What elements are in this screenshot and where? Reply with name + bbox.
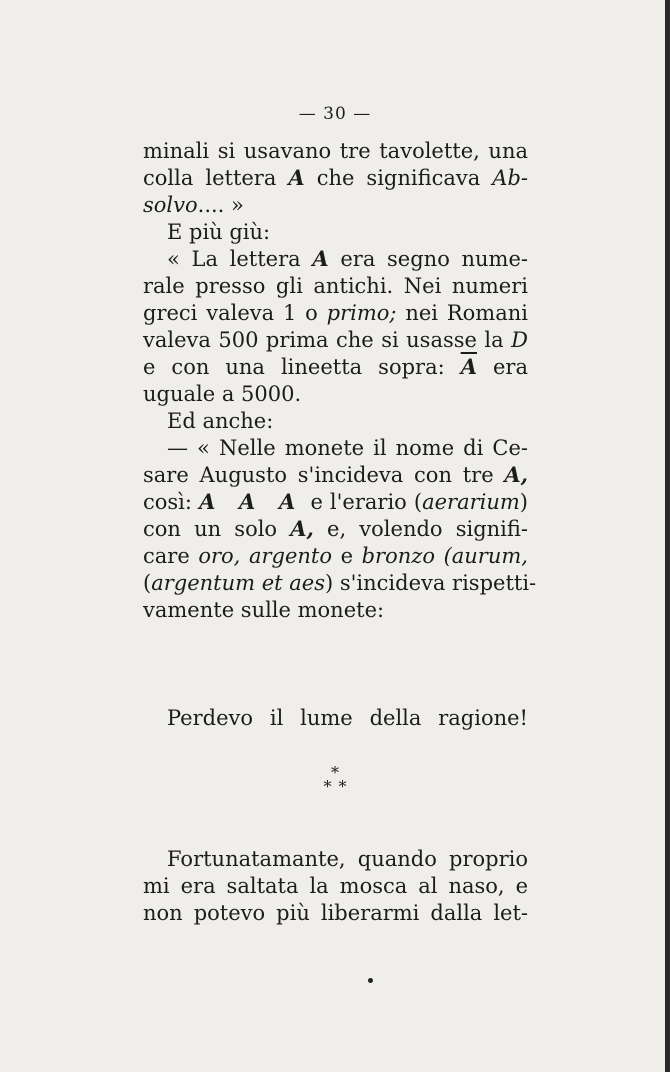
text-line: uguale a 5000.: [143, 382, 302, 406]
ink-dot: [368, 978, 373, 983]
text-line: Perdevo il lume della ragione!: [167, 706, 528, 730]
text-line: valeva 500 prima che si usasse la D: [143, 328, 528, 352]
text-line: colla lettera A che significava Ab-: [143, 165, 529, 190]
section-break-top: *: [331, 763, 339, 782]
text-line: minali si usavano tre tavolette, una: [143, 139, 528, 163]
text-line: Fortunatamante, quando proprio: [167, 847, 528, 871]
text-line: rale presso gli antichi. Nei numeri: [143, 274, 528, 298]
text-line: solvo.... »: [143, 193, 244, 217]
text-line: vamente sulle monete:: [143, 598, 385, 622]
text-line: E più giù:: [167, 220, 271, 244]
section-break-bottom: * *: [323, 777, 347, 796]
text-line: greci valeva 1 o primo; nei Romani: [143, 301, 528, 325]
text-line: (argentum et aes) s'incideva rispetti-: [143, 571, 537, 595]
text-line: non potevo più liberarmi dalla let-: [143, 901, 528, 925]
text-line: — « Nelle monete il nome di Ce-: [167, 436, 528, 460]
page-edge: [665, 0, 670, 1072]
text-line: « La lettera A era segno nume-: [167, 246, 528, 271]
text-line: con un solo A, e, volendo signifi-: [143, 516, 528, 541]
text-line: Ed anche:: [167, 409, 274, 433]
text-line: così: A A A e l'erario (aerarium): [143, 489, 528, 514]
text-line: mi era saltata la mosca al naso, e: [143, 874, 528, 898]
page-number: — 30 —: [298, 104, 372, 124]
text-line: e con una lineetta sopra: $\overline{A}$ era: [143, 354, 528, 379]
text-line: care oro, argento e bronzo (aurum,: [143, 544, 528, 568]
text-line: sare Augusto s'incideva con tre A,: [143, 462, 528, 487]
